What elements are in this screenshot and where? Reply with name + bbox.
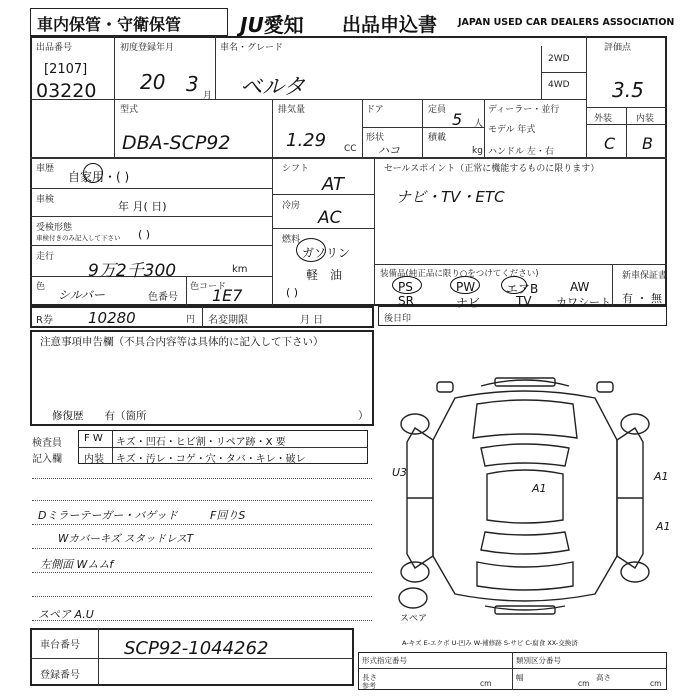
equip-sr: SR xyxy=(398,294,414,308)
equip-ps: PS xyxy=(398,280,413,294)
displacement-label: 排気量 xyxy=(278,105,306,115)
interior-grade-value: B xyxy=(642,134,653,153)
name-change-label: 名変期限 xyxy=(208,315,248,326)
car-name-value: ベルタ xyxy=(240,75,306,100)
class-no-label: 類別区分番号 xyxy=(516,656,561,665)
mileage-value: 9万2千300 xyxy=(88,261,177,281)
exterior-label: 外装 xyxy=(594,114,613,124)
inspector-label: 検査員 xyxy=(32,438,62,449)
shape-label: 形状 xyxy=(366,133,385,143)
receipt-note: 車検付きのみ記入して下さい xyxy=(36,234,121,242)
listing-no-value: 03220 xyxy=(36,80,97,102)
shape-value: ハコ xyxy=(378,144,400,157)
fuel-circle xyxy=(296,238,326,262)
storage-label: 車内保管・守衛保管 xyxy=(37,15,182,34)
receipt-label: 受検形態 xyxy=(36,223,73,233)
recycle-label: R券 xyxy=(36,315,53,326)
mark-left: U3 xyxy=(392,466,408,479)
form-title: 出品申込書 xyxy=(342,14,438,36)
rating-label: 評価点 xyxy=(604,43,632,53)
model-label: 型式 xyxy=(120,105,139,115)
length-label: 長さ xyxy=(362,673,377,682)
cm-label-3: cm xyxy=(650,679,662,688)
note-line-4: F回りS xyxy=(210,509,246,522)
interior-label: 内装 xyxy=(636,114,655,124)
handle-label: ハンドル 左・右 xyxy=(488,147,554,157)
shift-value: AT xyxy=(322,174,344,195)
spare-label: スペア xyxy=(400,614,428,624)
type-spec-no-label: 形式指定番号 xyxy=(362,656,407,665)
damage-legend: A-キズ E-エクボ U-凹み W-補修跡 S-サビ C-腐食 XX-交換済 xyxy=(402,639,578,647)
drive-2wd-label: 2WD xyxy=(548,54,570,64)
listing-no-label: 出品番号 xyxy=(36,43,73,53)
equip-leather: カワシート xyxy=(556,296,611,309)
mark-right-1: A1 xyxy=(654,470,669,483)
inspection-label: 車検 xyxy=(36,195,55,205)
note-line-5: スペア A.U xyxy=(38,608,94,621)
exterior-grade-value: C xyxy=(604,134,616,153)
storage-label-box xyxy=(30,8,228,36)
mark-center: A1 xyxy=(532,482,547,495)
car-name-label: 車名・グレード xyxy=(220,43,284,53)
association-name: JAPAN USED CAR DEALERS ASSOCIATION xyxy=(458,17,675,28)
cc-label: CC xyxy=(344,144,357,154)
entry-label: 記入欄 xyxy=(32,454,62,465)
sales-point-label: セールスポイント（正常に機能するものに限ります） xyxy=(384,164,600,174)
name-change-fields: 月 日 xyxy=(300,315,324,326)
mileage-label: 走行 xyxy=(36,252,55,262)
color-value: シルバー xyxy=(58,288,105,302)
equip-aw: AW xyxy=(570,280,590,294)
equip-tv: TV xyxy=(516,294,532,308)
color-code-value: 1E7 xyxy=(212,286,243,305)
kg-label: kg xyxy=(472,146,483,156)
ju-logo-name: 愛知 xyxy=(263,13,304,37)
color-code-label: 色コード xyxy=(190,282,227,292)
inspection-fields: 年 月( 日) xyxy=(118,200,167,213)
drive-4wd-label: 4WD xyxy=(548,80,570,90)
fuel-paren: ( ) xyxy=(286,286,299,299)
ju-logo-mark: JU xyxy=(240,13,264,37)
auction-bracket: [2107] xyxy=(44,62,88,77)
chassis-no-label: 車台番号 xyxy=(40,640,80,651)
repair-label: 修復歴 有（箇所 xyxy=(52,410,147,422)
backrest-label: 後日印 xyxy=(384,314,412,324)
reg-month-value: 3 xyxy=(186,72,199,96)
cm-label-2: cm xyxy=(578,679,590,688)
history-circle xyxy=(83,163,103,183)
history-label: 車歴 xyxy=(36,164,55,174)
km-label: km xyxy=(232,264,248,275)
remarks-label: 注意事項申告欄（不具合内容等は具体的に記入して下さい） xyxy=(40,336,324,348)
ju-logo xyxy=(240,9,304,38)
check-in-items: キズ・汚レ・コゲ・穴・タバ・キレ・破レ xyxy=(116,454,306,465)
reg-no-label: 登録番号 xyxy=(40,670,80,681)
note-line-1: Dミラーテーガー・バゲッド xyxy=(38,509,178,522)
equip-pw: PW xyxy=(456,280,476,294)
check-fw-items: キズ・凹石・ヒビ割・リペア跡・X 要 xyxy=(116,437,286,448)
person-label: 人 xyxy=(474,119,484,129)
load-label: 積載 xyxy=(428,133,447,143)
backrest-box xyxy=(378,306,667,326)
recycle-value: 10280 xyxy=(88,309,136,327)
fuel-diesel: 軽 油 xyxy=(306,268,343,282)
shift-label: シフト xyxy=(282,164,310,174)
reg-month-mark: 月 xyxy=(203,91,213,101)
equipment-label: 装備品(純正品に限り○をつけてください) xyxy=(380,269,539,279)
model-value: DBA-SCP92 xyxy=(122,132,231,154)
repair-close: ） xyxy=(358,410,369,422)
aircon-value: AC xyxy=(318,208,342,228)
capacity-label: 定員 xyxy=(428,105,447,115)
note-line-3: 左側面 Wムムf xyxy=(40,558,114,571)
check-fw-label: F W xyxy=(84,433,103,444)
check-in-label: 内装 xyxy=(84,454,104,465)
width-label: 幅 xyxy=(516,673,524,682)
warranty-label: 新車保証書 xyxy=(622,271,668,281)
equip-pw-circle xyxy=(450,276,480,294)
color-no-label: 色番号 xyxy=(148,292,178,303)
car-damage-diagram xyxy=(385,368,665,624)
sales-point-value: ナビ・TV・ETC xyxy=(396,188,505,206)
color-label: 色 xyxy=(36,282,46,292)
score-value: 3.5 xyxy=(612,78,644,102)
equip-navi: ナビ xyxy=(456,296,481,310)
yen-label: 円 xyxy=(186,315,196,325)
cm-label-1: cm xyxy=(480,679,492,688)
dealer-label: ディーラー・並行 xyxy=(488,105,560,115)
equip-airbag-circle xyxy=(501,276,527,294)
warranty-options: 有 ・ 無 xyxy=(622,292,662,305)
receipt-paren: ( ) xyxy=(138,228,151,241)
ref-label-1: 参考 xyxy=(362,682,376,690)
reg-year-value: 20 xyxy=(140,70,166,94)
height-label: 高さ xyxy=(596,673,611,682)
mark-right-2: A1 xyxy=(656,520,671,533)
door-label: ドア xyxy=(366,105,384,115)
fuel-gasoline: ガソリン xyxy=(302,246,351,260)
first-reg-label: 初度登録年月 xyxy=(120,43,175,53)
chassis-no-value: SCP92-1044262 xyxy=(124,638,269,659)
equip-ps-circle xyxy=(392,276,422,294)
history-options: 自家用・( ) xyxy=(68,170,130,184)
capacity-value: 5 xyxy=(452,110,463,129)
equip-airbag: エアB xyxy=(506,282,539,296)
displacement-value: 1.29 xyxy=(286,130,327,151)
note-line-2: Wカバーキズ スタッドレスT xyxy=(58,533,194,545)
model-year-label: モデル 年式 xyxy=(488,125,536,135)
aircon-label: 冷房 xyxy=(282,201,301,211)
fuel-label: 燃料 xyxy=(282,235,301,245)
